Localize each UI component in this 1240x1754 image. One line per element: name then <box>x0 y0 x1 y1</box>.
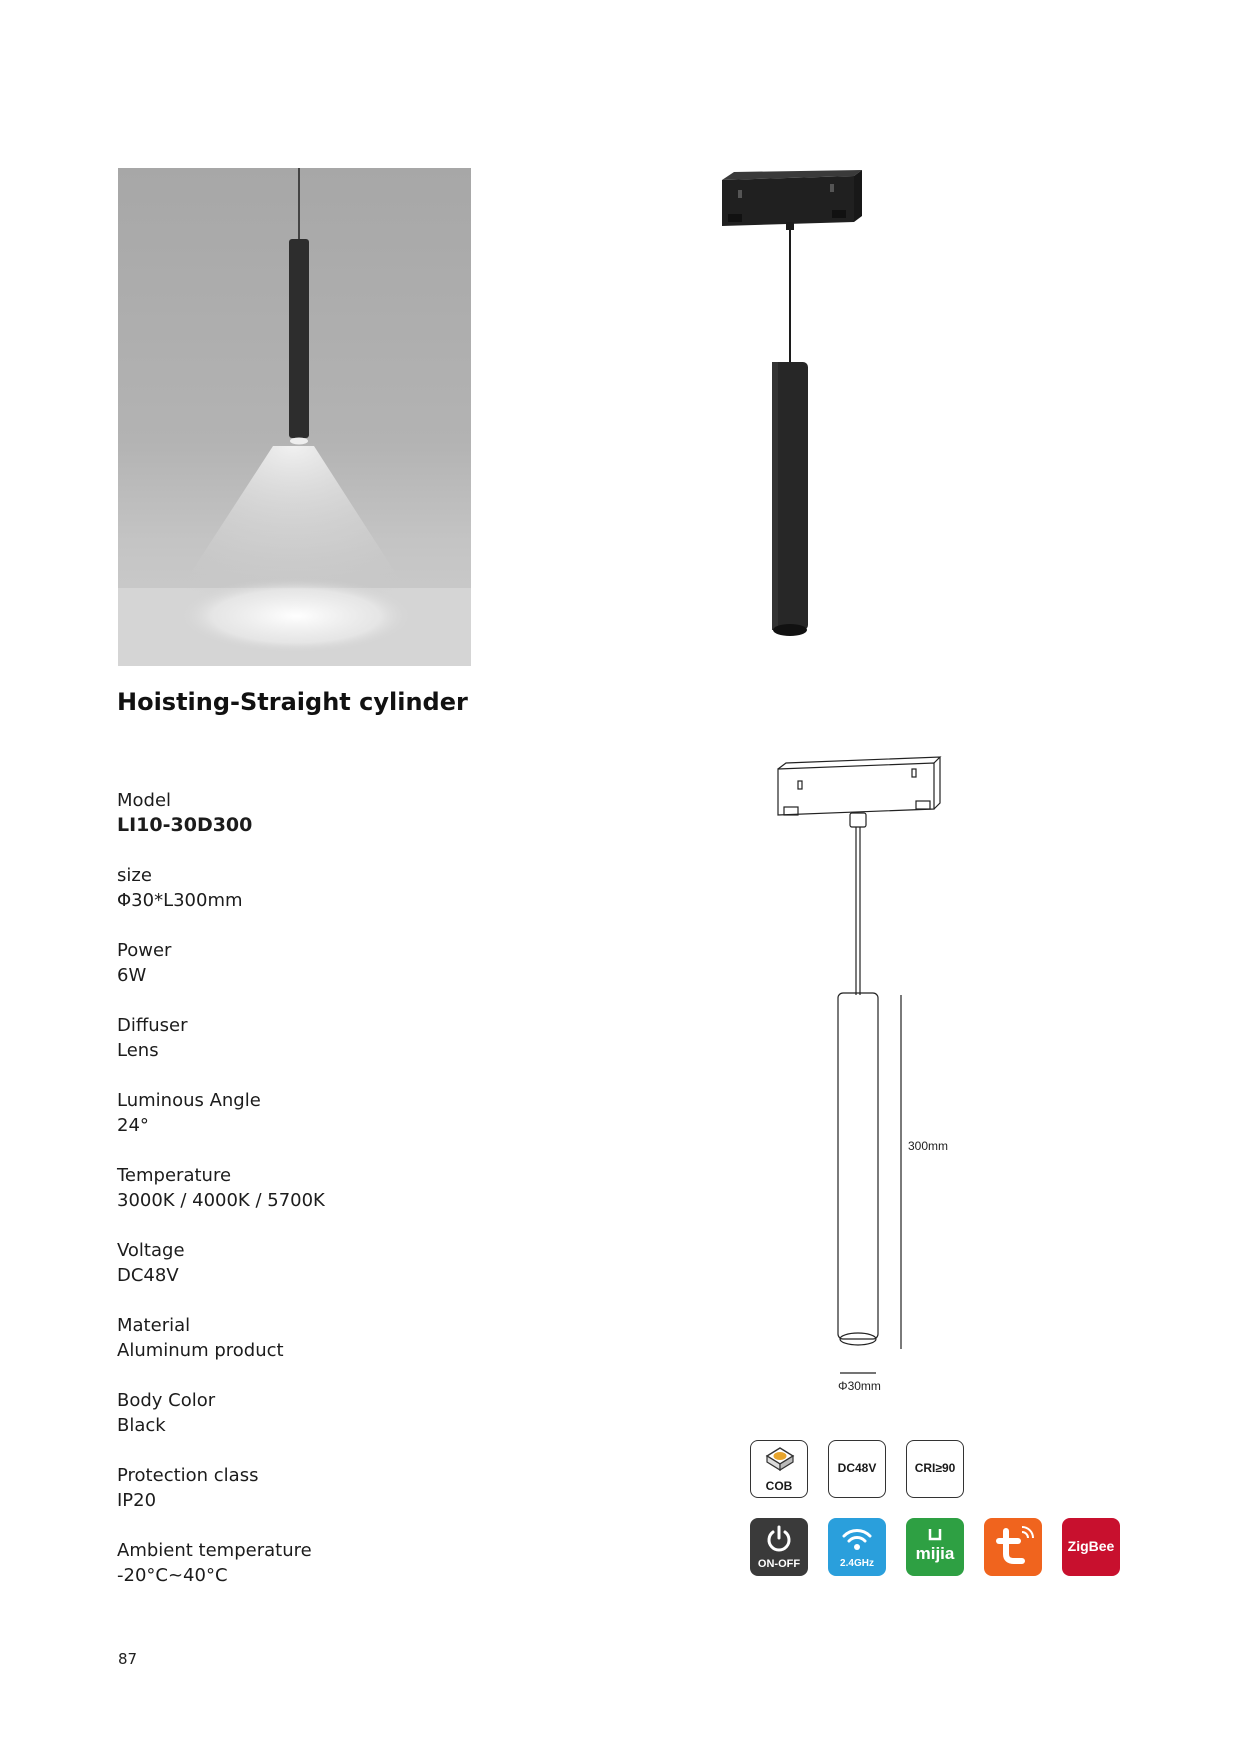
spec-value: DC48V <box>117 1265 179 1286</box>
spec-label: Diffuser <box>117 1015 188 1036</box>
spec-label: Protection class <box>117 1465 259 1486</box>
product-photo <box>118 168 471 666</box>
mijia-logo-icon <box>928 1527 942 1541</box>
product-title: Hoisting-Straight cylinder <box>117 688 468 716</box>
spec-size <box>117 863 243 913</box>
spec-power <box>117 938 171 988</box>
diameter-dimension-label: Φ30mm <box>838 1379 881 1393</box>
page-number: 87 <box>118 1650 138 1668</box>
spec-protection-class <box>117 1463 258 1513</box>
onoff-label: ON-OFF <box>757 1558 801 1570</box>
mijia-badge <box>906 1518 964 1576</box>
spec-label: Temperature <box>117 1165 232 1186</box>
spec-label: Body Color <box>117 1390 216 1411</box>
product-photo-illustration <box>118 168 471 666</box>
spec-value: Aluminum product <box>117 1340 284 1361</box>
spec-value: -20°C~40°C <box>117 1565 228 1586</box>
spec-ambient-temperature <box>117 1538 312 1588</box>
cri-badge <box>906 1440 964 1498</box>
spec-value: Φ30*L300mm <box>117 890 243 911</box>
spec-label: size <box>117 865 152 886</box>
cri-label: CRI≥90 <box>914 1461 956 1475</box>
mijia-label: mijia <box>915 1544 955 1563</box>
spec-label: Ambient temperature <box>117 1540 312 1561</box>
cob-badge <box>750 1440 808 1498</box>
zigbee-badge <box>1062 1518 1120 1576</box>
spec-voltage <box>117 1238 185 1288</box>
wifi-badge <box>828 1518 886 1576</box>
wifi-label: 2.4GHz <box>840 1558 874 1569</box>
spec-label: Material <box>117 1315 191 1336</box>
cob-label: COB <box>765 1479 793 1493</box>
spec-body-color <box>117 1388 215 1438</box>
spec-value: Black <box>117 1415 166 1436</box>
spec-value: 24° <box>117 1115 149 1136</box>
spec-diffuser <box>117 1013 188 1063</box>
spec-luminous-angle <box>117 1088 261 1138</box>
voltage-label: DC48V <box>837 1461 877 1475</box>
spec-material <box>117 1313 284 1363</box>
spec-value: Lens <box>117 1040 159 1061</box>
voltage-badge <box>828 1440 886 1498</box>
spec-temperature <box>117 1163 325 1213</box>
power-icon <box>765 1524 793 1552</box>
height-dimension-label: 300mm <box>908 1139 949 1153</box>
tuya-badge <box>984 1518 1042 1576</box>
dimension-drawing <box>770 745 950 1393</box>
tuya-logo-icon <box>994 1526 1034 1568</box>
spec-label: Luminous Angle <box>117 1090 261 1111</box>
spec-value: IP20 <box>117 1490 157 1511</box>
spec-value: 3000K / 4000K / 5700K <box>117 1190 325 1211</box>
spec-label: Model <box>117 790 172 811</box>
product-render <box>714 168 864 668</box>
cob-chip-icon <box>765 1446 795 1474</box>
spec-label: Power <box>117 940 172 961</box>
spec-label: Voltage <box>117 1240 185 1261</box>
wifi-icon <box>841 1526 873 1552</box>
zigbee-label: ZigBee <box>1067 1538 1115 1554</box>
onoff-badge <box>750 1518 808 1576</box>
spec-value: LI10-30D300 <box>117 814 253 836</box>
spec-value: 6W <box>117 965 147 986</box>
spec-model <box>117 788 252 838</box>
